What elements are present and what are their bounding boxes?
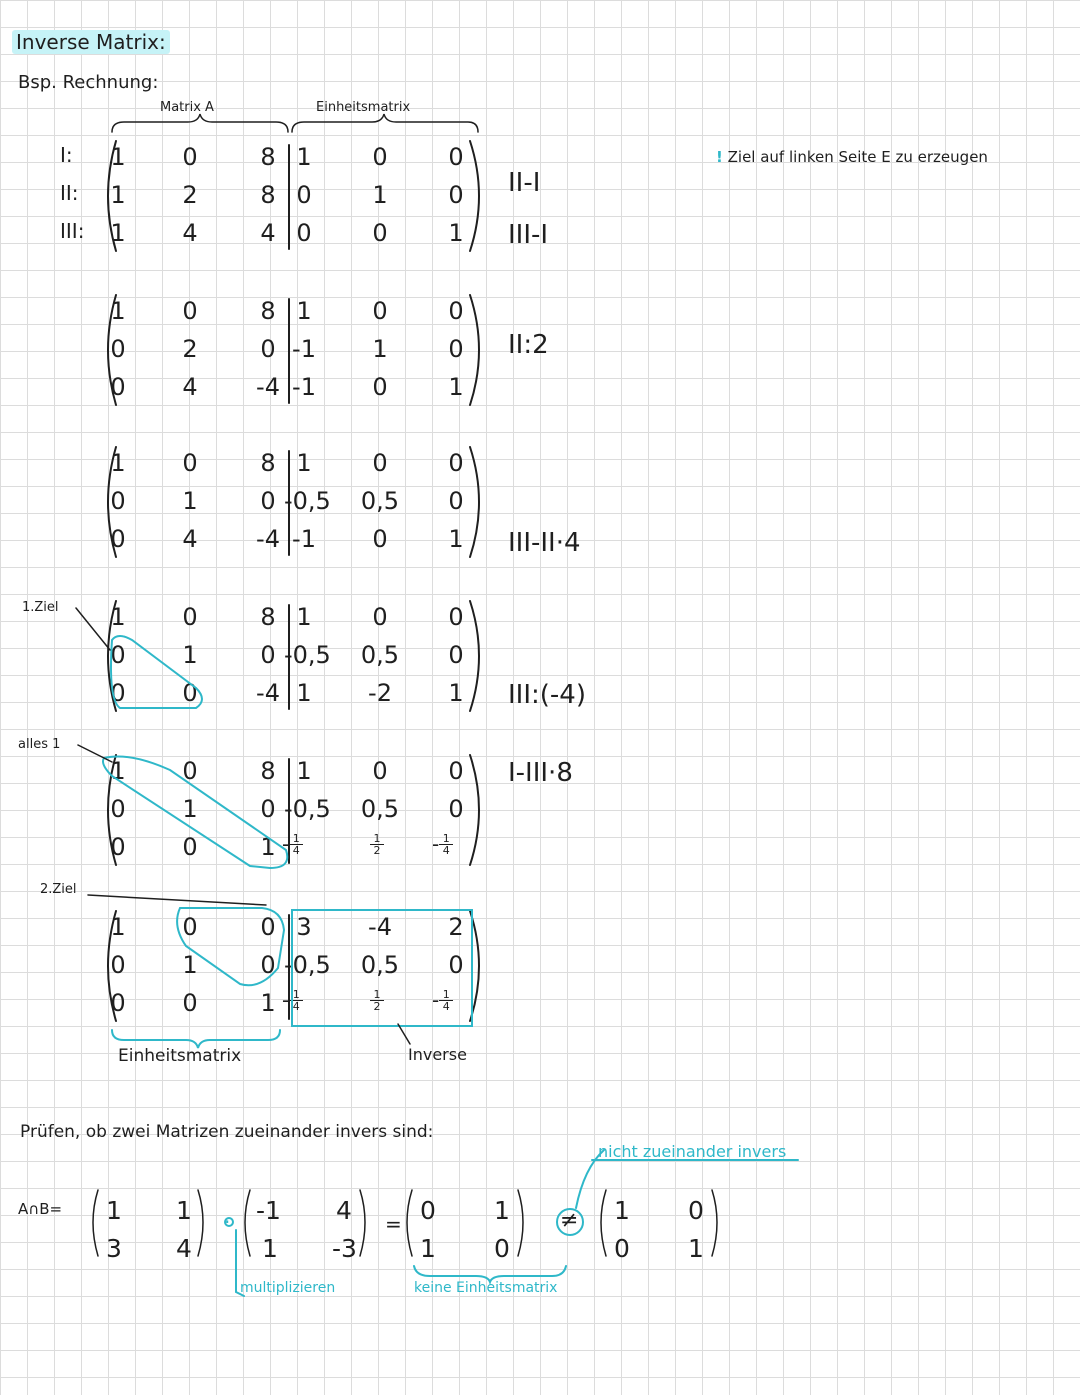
matrix-cell: 0 bbox=[110, 989, 126, 1017]
matrix-cell: 0 bbox=[448, 143, 464, 171]
inverse-label: Inverse bbox=[408, 1045, 467, 1064]
ma-11: 1 bbox=[106, 1196, 122, 1225]
matrix-cell: 0 bbox=[372, 297, 388, 325]
row-operation: III:(-4) bbox=[508, 680, 586, 710]
matrix-cell: 0 bbox=[448, 757, 464, 785]
matrix-cell: 4 bbox=[182, 373, 198, 401]
res-22: 0 bbox=[494, 1234, 510, 1263]
matrix-cell: 0 bbox=[448, 449, 464, 477]
matrix-cell: 1 bbox=[110, 913, 126, 941]
id-11: 1 bbox=[614, 1196, 630, 1225]
matrix-cell: 1 bbox=[110, 219, 126, 247]
res-21: 1 bbox=[420, 1234, 436, 1263]
lhs-label: A∩B= bbox=[18, 1200, 63, 1218]
matrix-cell: -2 bbox=[368, 679, 392, 707]
matrix-cell: 0 bbox=[448, 181, 464, 209]
matrix-cell: 0 bbox=[448, 603, 464, 631]
equals-sign: = bbox=[385, 1212, 402, 1236]
matrix-cell: 0 bbox=[448, 641, 464, 669]
id-12: 0 bbox=[688, 1196, 704, 1225]
matrix-cell: 1 bbox=[296, 603, 312, 631]
matrix-cell: 0,5 bbox=[360, 487, 400, 515]
matrix-cell: 1 bbox=[296, 757, 312, 785]
matrix-cell: -0,5 bbox=[284, 795, 331, 823]
matrix-cell: -0,5 bbox=[284, 487, 331, 515]
matrix-cell: 0 bbox=[372, 757, 388, 785]
id-21: 0 bbox=[614, 1234, 630, 1263]
matrix-cell: 1 bbox=[110, 757, 126, 785]
matrix-cell: 1 bbox=[296, 297, 312, 325]
fraction-cell: - $\frac{1}{4}$ bbox=[282, 833, 303, 858]
matrix-cell: 0 bbox=[182, 449, 198, 477]
matrix-cell: -1 bbox=[292, 335, 316, 363]
id-left-bracket bbox=[601, 1190, 606, 1256]
row-label-3: III: bbox=[60, 219, 85, 243]
matrix-cell: 0 bbox=[260, 487, 276, 515]
matrix-cell: 1 bbox=[182, 641, 198, 669]
matrix-cell: -4 bbox=[256, 679, 280, 707]
matrix-cell: 0 bbox=[110, 487, 126, 515]
matrix-cell: 0 bbox=[182, 297, 198, 325]
no-identity-note: keine Einheitsmatrix bbox=[414, 1280, 558, 1296]
matrix-cell: 0 bbox=[372, 143, 388, 171]
matrix-cell: -0,5 bbox=[284, 641, 331, 669]
fraction-cell: - $\frac{1}{4}$ bbox=[282, 989, 303, 1014]
mb-22: -3 bbox=[332, 1234, 357, 1263]
matrix-cell: 0 bbox=[260, 795, 276, 823]
matrix-cell: 1 bbox=[110, 181, 126, 209]
matrix-cell: 8 bbox=[260, 181, 276, 209]
matrix-cell: 0 bbox=[182, 757, 198, 785]
matrix-cell: 2 bbox=[182, 335, 198, 363]
matrix-cell: 1 bbox=[296, 143, 312, 171]
not-equal-sign: ≠ bbox=[560, 1208, 579, 1233]
matrix-cell: 1 bbox=[296, 679, 312, 707]
matrix-cell: 0 bbox=[110, 951, 126, 979]
matrix-cell: 0 bbox=[182, 143, 198, 171]
matrix-cell: -4 bbox=[256, 525, 280, 553]
matrix-cell: 1 bbox=[110, 603, 126, 631]
matrix-cell: 0 bbox=[372, 373, 388, 401]
matrix-cell: -4 bbox=[368, 913, 392, 941]
fraction-cell: - $\frac{1}{4}$ bbox=[432, 833, 453, 858]
matrix-cell: 0 bbox=[296, 219, 312, 247]
mb-left-bracket bbox=[245, 1190, 250, 1256]
matrix-cell: 1 bbox=[448, 373, 464, 401]
exclamation-icon: ! bbox=[716, 148, 723, 166]
matrix-cell: 0 bbox=[260, 951, 276, 979]
matrix-cell: 1 bbox=[372, 335, 388, 363]
matrix-cell: 0 bbox=[260, 913, 276, 941]
row-operation: III-I bbox=[508, 220, 549, 250]
mb-21: 1 bbox=[262, 1234, 278, 1263]
check-heading: Prüfen, ob zwei Matrizen zueinander invers sind: bbox=[20, 1122, 434, 1142]
einheitsmatrix-bottom-label: Einheitsmatrix bbox=[118, 1046, 242, 1066]
ma-left-bracket bbox=[93, 1190, 98, 1256]
page-title: Inverse Matrix: bbox=[12, 30, 170, 54]
id-22: 1 bbox=[688, 1234, 704, 1263]
alles1-label: alles 1 bbox=[18, 737, 61, 752]
matrix-cell: 0 bbox=[110, 335, 126, 363]
matrix-cell: 4 bbox=[260, 219, 276, 247]
matrix-cell: 0 bbox=[372, 603, 388, 631]
ma-21: 3 bbox=[106, 1234, 122, 1263]
matrix-cell: 4 bbox=[182, 219, 198, 247]
matrix-cell: 3 bbox=[296, 913, 312, 941]
matrix-cell: 0 bbox=[372, 525, 388, 553]
matrix-cell: -1 bbox=[292, 373, 316, 401]
matrix-cell: 0,5 bbox=[360, 641, 400, 669]
matrix-cell: 1 bbox=[372, 181, 388, 209]
ma-12: 1 bbox=[176, 1196, 192, 1225]
matrix-cell: 0 bbox=[182, 989, 198, 1017]
matrix-cell: 1 bbox=[448, 219, 464, 247]
row-operation: III-II·4 bbox=[508, 528, 581, 558]
subtitle: Bsp. Rechnung: bbox=[18, 72, 159, 93]
res-12: 1 bbox=[494, 1196, 510, 1225]
multiply-note: multiplizieren bbox=[240, 1280, 336, 1296]
identity-top-brace bbox=[292, 114, 478, 132]
ma-22: 4 bbox=[176, 1234, 192, 1263]
fraction-cell: - $\frac{1}{4}$ bbox=[432, 989, 453, 1014]
matrix-cell: 0 bbox=[182, 913, 198, 941]
matrix-cell: 0 bbox=[260, 335, 276, 363]
matrix-cell: 0 bbox=[448, 951, 464, 979]
row-label-2: II: bbox=[60, 181, 79, 205]
matrix-cell: 0 bbox=[182, 603, 198, 631]
matrix-cell: 1 bbox=[296, 449, 312, 477]
goal-note: ! Ziel auf linken Seite E zu erzeugen bbox=[716, 148, 988, 166]
fraction-cell: $\frac{1}{2}$ bbox=[370, 989, 384, 1014]
matrix-cell: 0 bbox=[296, 181, 312, 209]
res-right-bracket bbox=[518, 1190, 523, 1256]
matrix-cell: 8 bbox=[260, 603, 276, 631]
matrix-cell: 1 bbox=[182, 487, 198, 515]
matrix-cell: 0 bbox=[448, 297, 464, 325]
res-11: 0 bbox=[420, 1196, 436, 1225]
matrix-cell: 0 bbox=[110, 641, 126, 669]
matrix-cell: 8 bbox=[260, 297, 276, 325]
matrix-cell: 0 bbox=[448, 335, 464, 363]
matrix-cell: 1 bbox=[448, 679, 464, 707]
matrix-cell: 2 bbox=[448, 913, 464, 941]
matrix-cell: 1 bbox=[260, 833, 276, 861]
matrix-cell: 0 bbox=[372, 219, 388, 247]
ziel1-label: 1.Ziel bbox=[22, 600, 59, 615]
matrix-a-brace bbox=[112, 114, 288, 132]
row-operation: I-III·8 bbox=[508, 758, 573, 788]
matrix-cell: 0 bbox=[110, 373, 126, 401]
matrix-cell: 1 bbox=[182, 795, 198, 823]
matrix-cell: 8 bbox=[260, 449, 276, 477]
matrix-cell: 1 bbox=[110, 449, 126, 477]
matrix-cell: 0,5 bbox=[360, 795, 400, 823]
matrix-cell: 0 bbox=[110, 795, 126, 823]
fraction-cell: $\frac{1}{2}$ bbox=[370, 833, 384, 858]
id-right-bracket bbox=[712, 1190, 717, 1256]
mb-right-bracket bbox=[360, 1190, 365, 1256]
matrix-cell: 0 bbox=[110, 833, 126, 861]
multiply-dot: · bbox=[224, 1210, 231, 1234]
row-label-1: I: bbox=[60, 143, 73, 167]
matrix-cell: 1 bbox=[110, 143, 126, 171]
matrix-cell: 0 bbox=[182, 679, 198, 707]
matrix-cell: 8 bbox=[260, 757, 276, 785]
matrix-cell: -1 bbox=[292, 525, 316, 553]
row-operation: II-I bbox=[508, 168, 541, 198]
matrix-cell: 1 bbox=[182, 951, 198, 979]
matrix-cell: 0 bbox=[110, 679, 126, 707]
not-inverse-note: nicht zueinander invers bbox=[598, 1142, 787, 1161]
matrix-cell: 1 bbox=[260, 989, 276, 1017]
ziel2-label: 2.Ziel bbox=[40, 882, 77, 897]
matrix-a-label: Matrix A bbox=[160, 100, 214, 115]
matrix-cell: 0 bbox=[260, 641, 276, 669]
goal2-pointer bbox=[88, 895, 266, 905]
matrix-cell: 0 bbox=[448, 795, 464, 823]
einheitsmatrix-top-label: Einheitsmatrix bbox=[316, 100, 411, 115]
res-left-bracket bbox=[407, 1190, 412, 1256]
matrix-cell: 0 bbox=[110, 525, 126, 553]
matrix-cell: 8 bbox=[260, 143, 276, 171]
matrix-cell: 1 bbox=[110, 297, 126, 325]
matrix-cell: 0 bbox=[448, 487, 464, 515]
ma-right-bracket bbox=[198, 1190, 203, 1256]
matrix-cell: 2 bbox=[182, 181, 198, 209]
mb-12: 4 bbox=[336, 1196, 352, 1225]
matrix-cell: -0,5 bbox=[284, 951, 331, 979]
inverse-pointer bbox=[398, 1024, 410, 1044]
matrix-cell: -4 bbox=[256, 373, 280, 401]
row-operation: II:2 bbox=[508, 330, 549, 360]
matrix-cell: 0 bbox=[182, 833, 198, 861]
matrix-cell: 4 bbox=[182, 525, 198, 553]
matrix-cell: 0,5 bbox=[360, 951, 400, 979]
matrix-cell: 0 bbox=[372, 449, 388, 477]
mb-11: -1 bbox=[256, 1196, 281, 1225]
matrix-cell: 1 bbox=[448, 525, 464, 553]
